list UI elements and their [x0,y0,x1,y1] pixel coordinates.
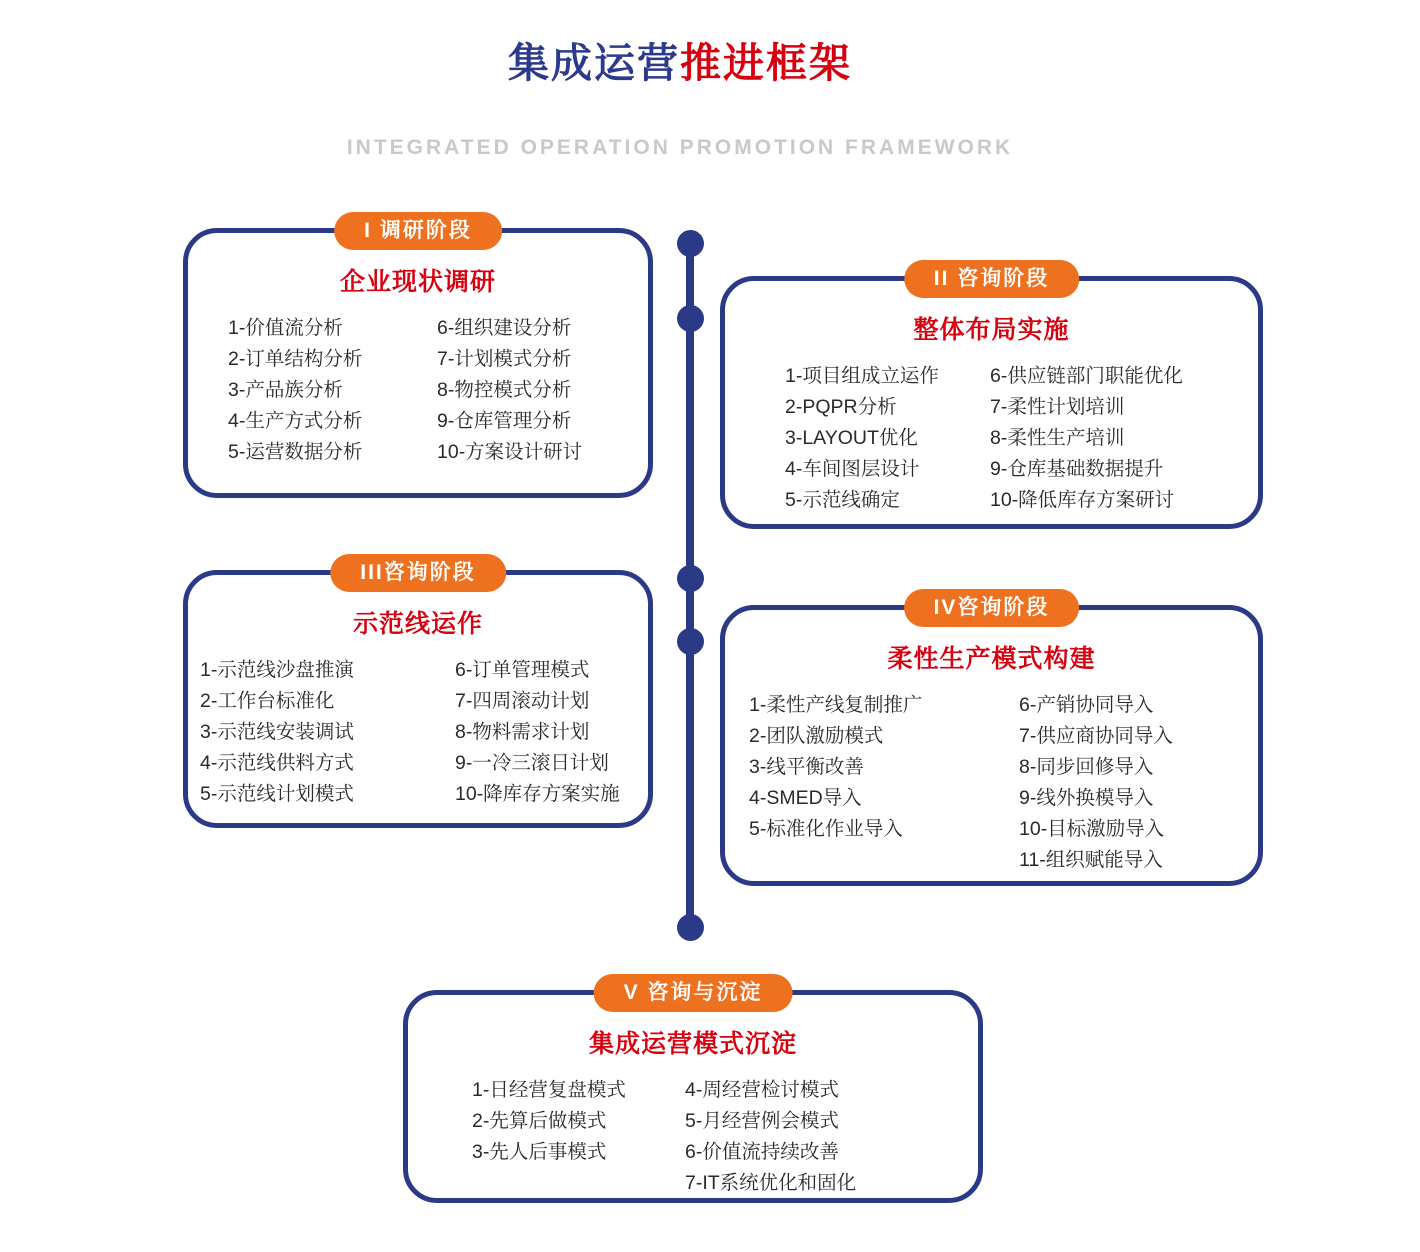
list-item: 3-先人后事模式 [472,1141,607,1163]
list-item: 8-物控模式分析 [437,379,572,401]
timeline-dot [677,565,704,592]
list-item: 1-项目组成立运作 [785,365,939,387]
list-item: 2-订单结构分析 [228,348,363,370]
list-item: 10-降库存方案实施 [455,783,620,805]
stage-4-pill: IV咨询阶段 [904,589,1080,627]
list-item: 1-示范线沙盘推演 [200,659,354,681]
list-item: 9-仓库基础数据提升 [990,458,1164,480]
list-item: 7-计划模式分析 [437,348,572,370]
list-item: 4-SMED导入 [749,787,862,809]
stage-1-items [188,313,648,468]
timeline-dot [677,230,704,257]
stage-box-1 [183,219,653,498]
page-title-accent: 推进框架 [680,40,852,86]
list-item: 5-示范线确定 [785,489,900,511]
list-item: 2-先算后做模式 [472,1110,607,1132]
list-item: 1-日经营复盘模式 [472,1079,626,1101]
stage-5-col1 [472,1075,685,1199]
list-item: 6-订单管理模式 [455,659,590,681]
stage-2-title: 整体布局实施 [913,316,1070,344]
stage-1-col2 [437,313,582,468]
list-item: 2-工作台标准化 [200,690,335,712]
list-item: 7-柔性计划培训 [990,396,1125,418]
stage-5-pill: V 咨询与沉淀 [594,974,793,1012]
list-item: 7-供应商协同导入 [1019,725,1173,747]
stage-2-items [725,361,1258,516]
stage-5-items [408,1075,978,1199]
stage-2-col1 [785,361,990,516]
page-title [508,30,852,89]
list-item: 6-供应链部门职能优化 [990,365,1183,387]
list-item: 5-月经营例会模式 [685,1110,839,1132]
stage-4-title: 柔性生产模式构建 [887,645,1096,673]
stage-2-col2 [990,361,1183,516]
list-item: 10-目标激励导入 [1019,818,1165,840]
timeline-dot [677,914,704,941]
list-item: 4-车间图层设计 [785,458,920,480]
stage-box-3 [183,561,653,828]
timeline-dot [677,628,704,655]
stage-5-col2 [685,1075,856,1199]
page-subtitle: INTEGRATED OPERATION PROMOTION FRAMEWORK [346,136,1014,159]
list-item: 6-价值流持续改善 [685,1141,839,1163]
stage-4-items [725,690,1258,876]
list-item: 5-标准化作业导入 [749,818,903,840]
list-item: 6-组织建设分析 [437,317,572,339]
stage-box-4 [720,596,1263,886]
stage-3-pill: III咨询阶段 [330,554,506,592]
stage-4-col1 [749,690,1019,876]
stage-2-pill: II 咨询阶段 [904,260,1080,298]
stage-1-pill: I 调研阶段 [334,212,502,250]
stage-3-col2 [455,655,620,810]
list-item: 9-一冷三滚日计划 [455,752,609,774]
list-item: 3-示范线安装调试 [200,721,354,743]
stage-3-title: 示范线运作 [352,610,483,638]
list-item: 7-四周滚动计划 [455,690,590,712]
list-item: 3-LAYOUT优化 [785,427,918,449]
list-item: 4-周经营检讨模式 [685,1079,839,1101]
list-item: 8-同步回修导入 [1019,756,1154,778]
stage-3-col1 [200,655,455,810]
stage-3-items [188,655,648,810]
list-item: 8-柔性生产培训 [990,427,1125,449]
list-item: 6-产销协同导入 [1019,694,1154,716]
list-item: 5-示范线计划模式 [200,783,354,805]
list-item: 7-IT系统优化和固化 [685,1172,857,1194]
list-item: 1-价值流分析 [228,317,343,339]
list-item: 10-降低库存方案研讨 [990,489,1175,511]
stage-1-title: 企业现状调研 [339,268,496,296]
stage-4-col2 [1019,690,1173,876]
list-item: 2-PQPR分析 [785,396,897,418]
list-item: 3-线平衡改善 [749,756,864,778]
list-item: 9-线外换模导入 [1019,787,1154,809]
page-title-primary: 集成运营 [508,40,680,86]
stage-5-title: 集成运营模式沉淀 [588,1030,797,1058]
list-item: 8-物料需求计划 [455,721,590,743]
list-item: 10-方案设计研讨 [437,441,583,463]
stage-box-2 [720,267,1263,529]
list-item: 4-示范线供料方式 [200,752,354,774]
list-item: 4-生产方式分析 [228,410,363,432]
list-item: 9-仓库管理分析 [437,410,572,432]
stage-1-col1 [228,313,437,468]
list-item: 3-产品族分析 [228,379,343,401]
timeline-dot [677,305,704,332]
stage-box-5 [403,981,983,1203]
list-item: 11-组织赋能导入 [1019,849,1163,871]
list-item: 1-柔性产线复制推广 [749,694,923,716]
list-item: 5-运营数据分析 [228,441,363,463]
list-item: 2-团队激励模式 [749,725,884,747]
